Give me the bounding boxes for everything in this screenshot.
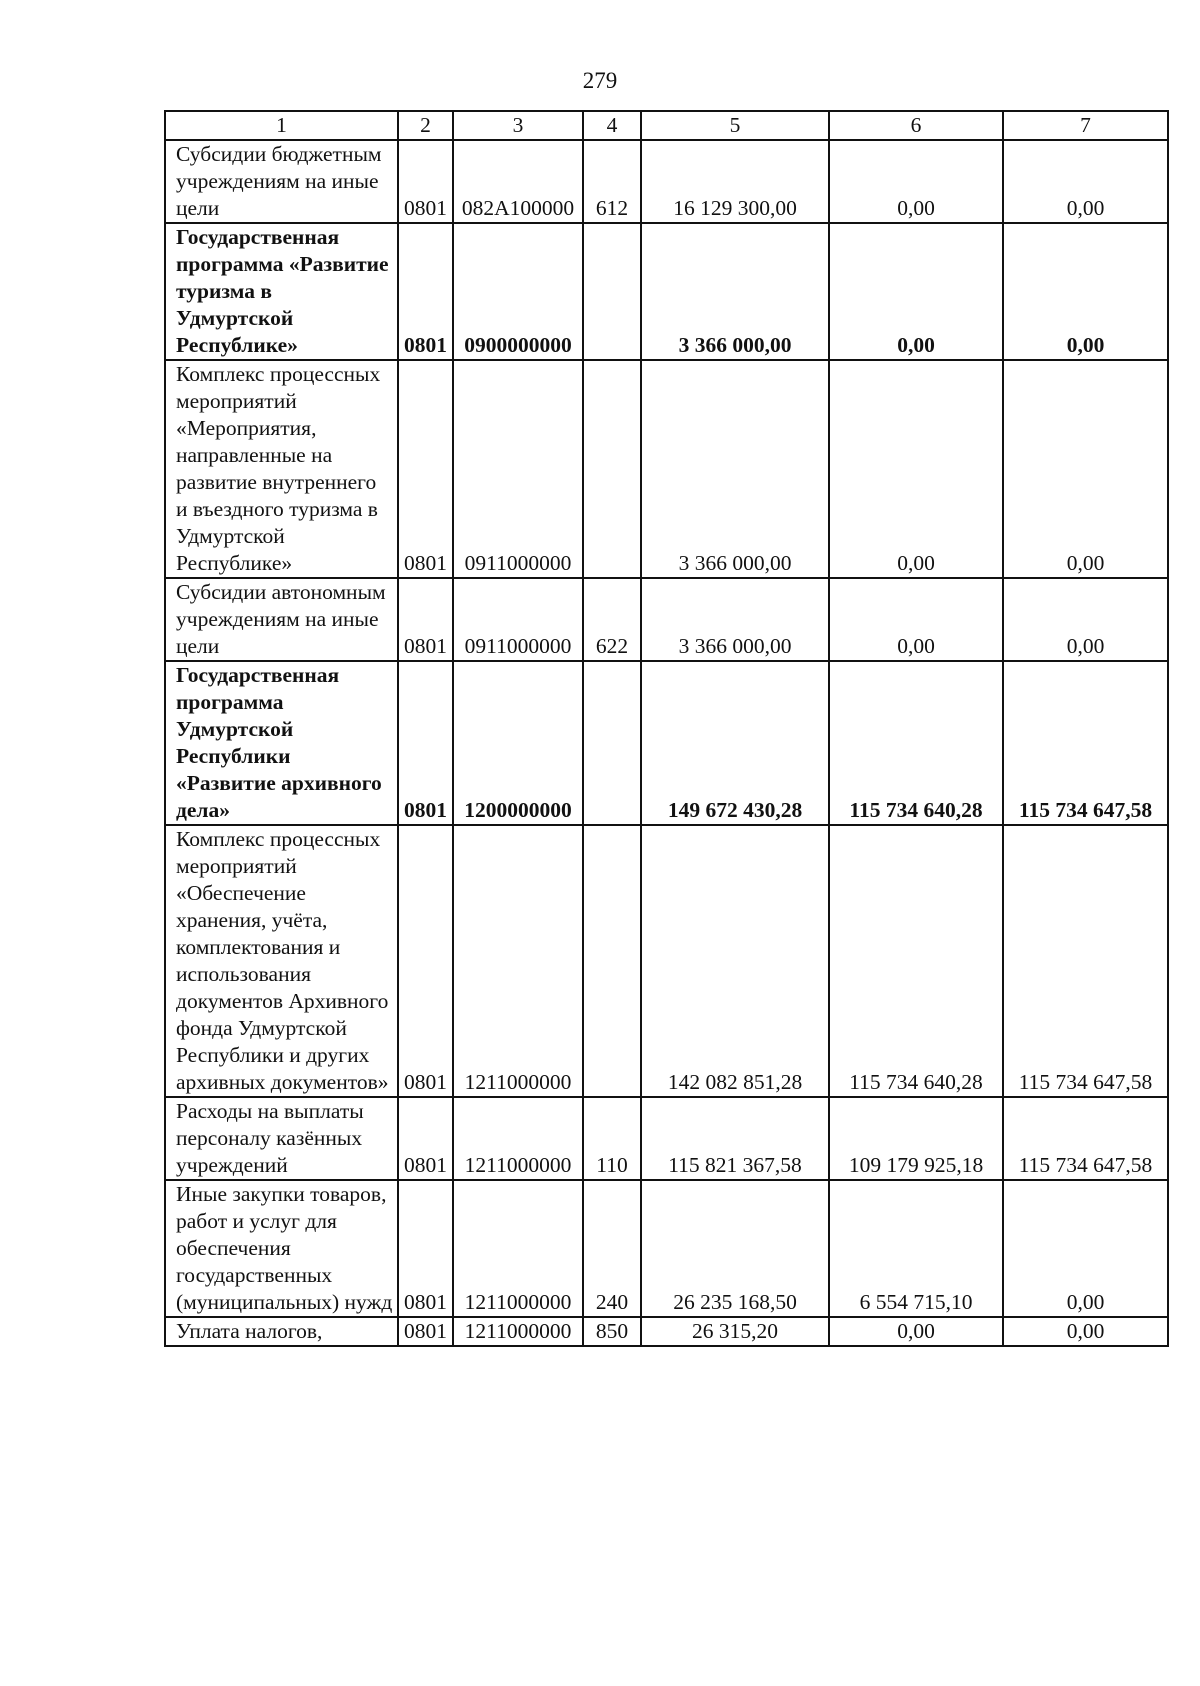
- header-col-3: 3: [453, 111, 583, 140]
- row-target: 0900000000: [453, 223, 583, 360]
- row-type: 110: [583, 1097, 641, 1180]
- table-row: [165, 578, 1168, 661]
- header-col-5: 5: [641, 111, 829, 140]
- row-section: 0801: [398, 223, 453, 360]
- row-col5: 3 366 000,00: [641, 360, 829, 578]
- row-name: Субсидии бюджетным учреждениям на иные цели: [165, 140, 398, 223]
- row-section: 0801: [398, 360, 453, 578]
- row-name: Государственная программа Удмуртской Республики «Развитие архивного дела»: [165, 661, 398, 825]
- row-type: [583, 825, 641, 1097]
- row-type: [583, 661, 641, 825]
- row-col5: 142 082 851,28: [641, 825, 829, 1097]
- header-col-6: 6: [829, 111, 1003, 140]
- table-row: [165, 360, 1168, 578]
- row-col5: 115 821 367,58: [641, 1097, 829, 1180]
- row-col6: 115 734 640,28: [829, 825, 1003, 1097]
- row-col7: 0,00: [1003, 140, 1168, 223]
- row-col7: 0,00: [1003, 360, 1168, 578]
- row-target: 1200000000: [453, 661, 583, 825]
- row-col7: 0,00: [1003, 223, 1168, 360]
- row-name: Расходы на выплаты персоналу казённых учреждений: [165, 1097, 398, 1180]
- row-name: Иные закупки товаров, работ и услуг для обеспечения государственных (муниципальных) нужд: [165, 1180, 398, 1317]
- row-col6: 0,00: [829, 140, 1003, 223]
- row-target: 1211000000: [453, 1317, 583, 1346]
- row-col5: 3 366 000,00: [641, 223, 829, 360]
- row-type: 612: [583, 140, 641, 223]
- row-target: 1211000000: [453, 1180, 583, 1317]
- row-col7: 0,00: [1003, 1180, 1168, 1317]
- header-col-2: 2: [398, 111, 453, 140]
- row-section: 0801: [398, 140, 453, 223]
- table-header: [165, 111, 1168, 140]
- row-section: 0801: [398, 825, 453, 1097]
- table-row: [165, 1180, 1168, 1317]
- row-col5: 149 672 430,28: [641, 661, 829, 825]
- row-section: 0801: [398, 578, 453, 661]
- row-col6: 109 179 925,18: [829, 1097, 1003, 1180]
- row-type: [583, 223, 641, 360]
- header-col-1: 1: [165, 111, 398, 140]
- row-name: Государственная программа «Развитие туризма в Удмуртской Республике»: [165, 223, 398, 360]
- row-col5: 26 235 168,50: [641, 1180, 829, 1317]
- row-col6: 0,00: [829, 578, 1003, 661]
- header-col-7: 7: [1003, 111, 1168, 140]
- row-type: 240: [583, 1180, 641, 1317]
- row-section: 0801: [398, 661, 453, 825]
- row-type: 850: [583, 1317, 641, 1346]
- table-row: [165, 661, 1168, 825]
- row-section: 0801: [398, 1097, 453, 1180]
- table-row: [165, 1097, 1168, 1180]
- header-row: [165, 111, 1168, 140]
- table-body: [165, 140, 1168, 1346]
- table-row: [165, 140, 1168, 223]
- table-row: [165, 825, 1168, 1097]
- table-row: [165, 223, 1168, 360]
- budget-table: [164, 110, 1169, 1347]
- row-col5: 26 315,20: [641, 1317, 829, 1346]
- row-col6: 6 554 715,10: [829, 1180, 1003, 1317]
- row-target: 1211000000: [453, 1097, 583, 1180]
- row-col6: 0,00: [829, 223, 1003, 360]
- row-col6: 115 734 640,28: [829, 661, 1003, 825]
- row-col7: 115 734 647,58: [1003, 661, 1168, 825]
- row-col7: 0,00: [1003, 578, 1168, 661]
- row-col7: 0,00: [1003, 1317, 1168, 1346]
- row-col6: 0,00: [829, 1317, 1003, 1346]
- row-name: Комплекс процессных мероприятий «Обеспечение хранения, учёта, комплектования и использования документов Архивного фонда Удмуртской Республики и других архивных документов»: [165, 825, 398, 1097]
- row-name: Комплекс процессных мероприятий «Мероприятия, направленные на развитие внутреннего и въездного туризма в Удмуртской Республике»: [165, 360, 398, 578]
- row-target: 0911000000: [453, 360, 583, 578]
- row-section: 0801: [398, 1317, 453, 1346]
- row-target: 1211000000: [453, 825, 583, 1097]
- row-col6: 0,00: [829, 360, 1003, 578]
- header-col-4: 4: [583, 111, 641, 140]
- row-target: 082A100000: [453, 140, 583, 223]
- table-row: [165, 1317, 1168, 1346]
- page-number: 279: [582, 68, 618, 93]
- row-target: 0911000000: [453, 578, 583, 661]
- row-col5: 3 366 000,00: [641, 578, 829, 661]
- row-section: 0801: [398, 1180, 453, 1317]
- row-col7: 115 734 647,58: [1003, 825, 1168, 1097]
- row-name: Уплата налогов,: [165, 1317, 398, 1346]
- row-type: [583, 360, 641, 578]
- row-name: Субсидии автономным учреждениям на иные цели: [165, 578, 398, 661]
- row-type: 622: [583, 578, 641, 661]
- row-col7: 115 734 647,58: [1003, 1097, 1168, 1180]
- row-col5: 16 129 300,00: [641, 140, 829, 223]
